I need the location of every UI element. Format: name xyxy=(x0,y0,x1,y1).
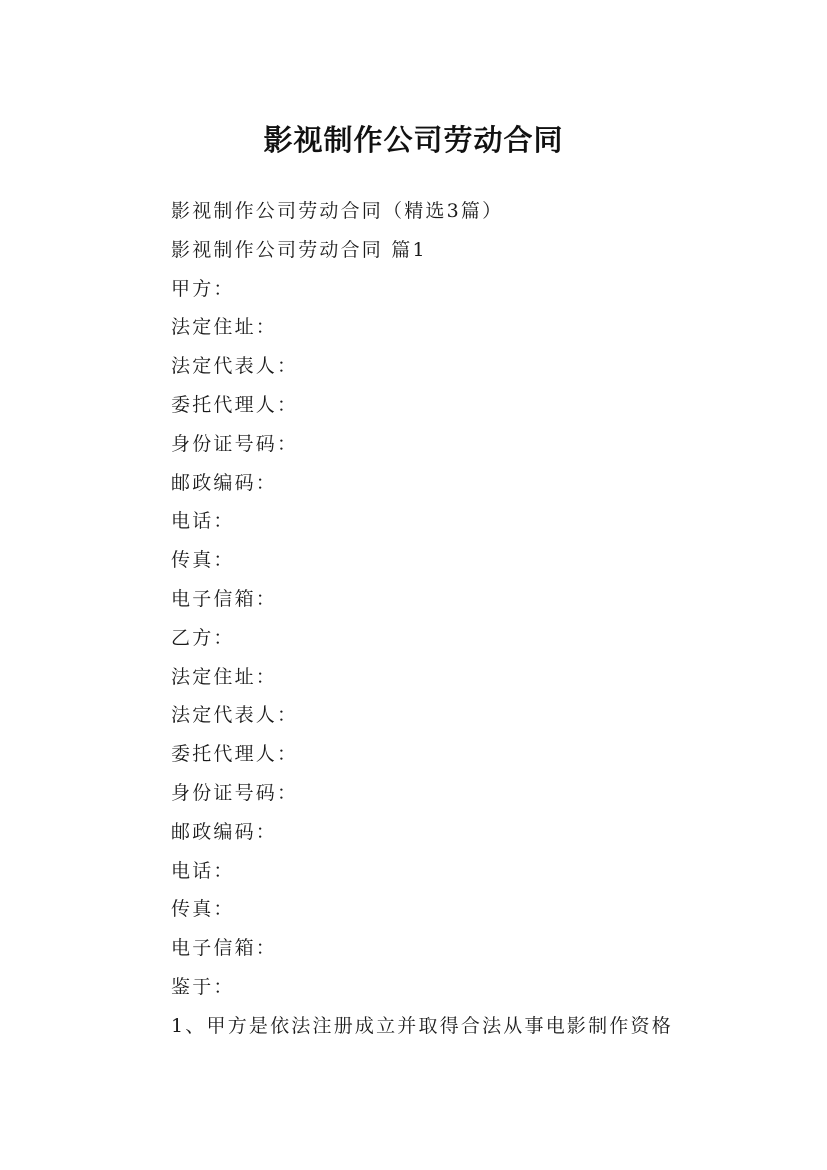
party-a-phone-label: 电话： xyxy=(171,510,235,533)
party-b-legal-rep-label: 法定代表人： xyxy=(171,704,299,727)
document-body xyxy=(171,192,771,1046)
section-heading: 影视制作公司劳动合同 篇1 xyxy=(171,238,427,261)
party-a-legal-rep-label: 法定代表人： xyxy=(171,355,299,378)
party-b-postcode-label: 邮政编码： xyxy=(171,820,278,843)
clause-1-text: 1、甲方是依法注册成立并取得合法从事电影制作资格 xyxy=(171,1014,673,1037)
party-a-address-label: 法定住址： xyxy=(171,316,278,339)
party-a-email-label: 电子信箱： xyxy=(171,587,278,610)
party-a-agent-label: 委托代理人： xyxy=(171,393,299,416)
document-title: 影视制作公司劳动合同 xyxy=(263,123,564,158)
party-b-email-label: 电子信箱： xyxy=(171,937,278,960)
whereas-label: 鉴于： xyxy=(171,975,235,998)
party-b-label: 乙方： xyxy=(171,626,235,649)
party-a-id-number-label: 身份证号码： xyxy=(171,432,299,455)
party-b-id-number-label: 身份证号码： xyxy=(171,781,299,804)
party-a-fax-label: 传真： xyxy=(171,549,235,572)
party-b-fax-label: 传真： xyxy=(171,898,235,921)
party-b-agent-label: 委托代理人： xyxy=(171,743,299,766)
party-b-address-label: 法定住址： xyxy=(171,665,278,688)
party-b-phone-label: 电话： xyxy=(171,859,235,882)
party-a-postcode-label: 邮政编码： xyxy=(171,471,278,494)
subtitle-line: 影视制作公司劳动合同（精选3篇） xyxy=(171,200,504,222)
party-a-label: 甲方： xyxy=(171,277,235,300)
